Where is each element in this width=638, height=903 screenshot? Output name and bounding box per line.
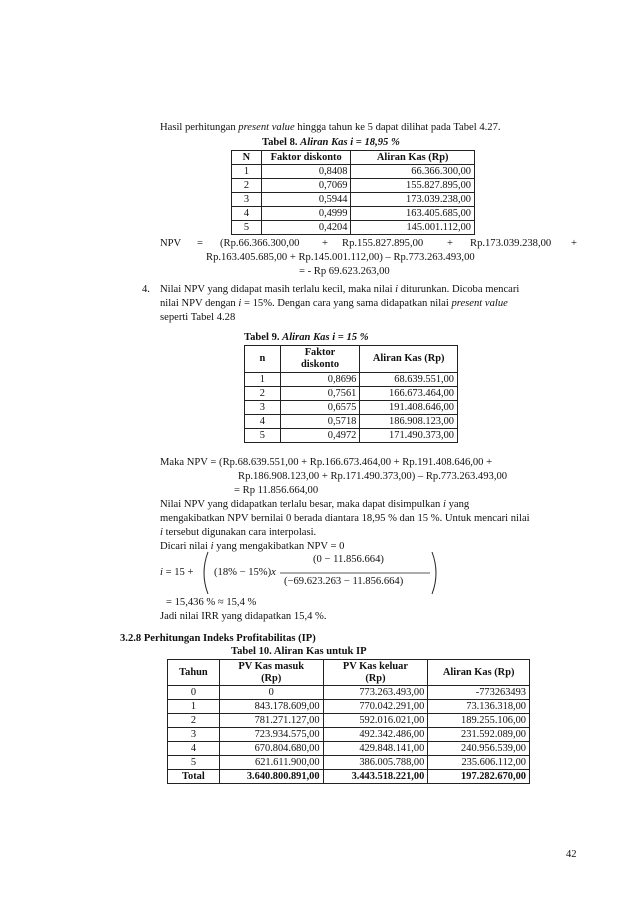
- table9-row: [245, 387, 458, 401]
- table10-row: [168, 714, 530, 728]
- table10-cell: 231.592.089,00: [428, 728, 530, 742]
- table9-header: Faktor diskonto: [280, 346, 360, 373]
- table10-header: PV Kas masuk (Rp): [219, 660, 323, 686]
- intro-text-2: hingga tahun ke 5 dapat dilihat pada Tabel 4.27.: [294, 122, 501, 133]
- table9: [244, 345, 458, 443]
- table9-row: [245, 415, 458, 429]
- concl-line2: mengakibatkan NPV bernilai 0 berada diantara 18,95 % dan 15 %. Untuk mencari nilai: [160, 513, 530, 524]
- npv1-part: Rp.155.827.895,00: [342, 238, 424, 249]
- npv1-line3: = - Rp 69.623.263,00: [299, 266, 390, 277]
- concl-text: yang: [445, 499, 470, 510]
- table10-row: [168, 700, 530, 714]
- concl-text: tersebut digunakan cara interpolasi.: [162, 527, 317, 538]
- table8-row: [232, 193, 475, 207]
- table10-total-cell: 3.640.800.891,00: [219, 770, 323, 784]
- table10-row: [168, 728, 530, 742]
- table10-cell: 592.016.021,00: [323, 714, 428, 728]
- item4-italic: i: [238, 298, 242, 309]
- npv1-part: (Rp.66.366.300,00: [220, 238, 300, 249]
- npv2-line1: Maka NPV = (Rp.68.639.551,00 + Rp.166.673.464,00 + Rp.191.408.646,00 +: [160, 457, 493, 468]
- table9-title-prefix: Tabel 9.: [244, 332, 283, 343]
- npv2-line3: = Rp 11.856.664,00: [234, 485, 319, 496]
- table10-row: [168, 756, 530, 770]
- table8-row: [232, 179, 475, 193]
- table8-cell: 1: [232, 165, 262, 179]
- formula-x: x: [271, 567, 276, 578]
- table9-cell: 0,4972: [280, 429, 360, 443]
- formula-eq: = 15 +: [162, 567, 194, 578]
- item4-text: Nilai NPV yang didapat masih terlalu kecil, maka nilai: [160, 284, 396, 295]
- formula-result: = 15,436 % ≈ 15,4 %: [166, 597, 257, 608]
- item4-line3: seperti Tabel 4.28: [160, 312, 236, 323]
- table8-cell: 173.039.238,00: [351, 193, 475, 207]
- npv1-part: +: [322, 238, 328, 249]
- formula-numerator: (0 − 11.856.664): [313, 554, 384, 565]
- formula-i: i: [160, 567, 163, 578]
- table10-cell: 73.136.318,00: [428, 700, 530, 714]
- table9-cell: 5: [245, 429, 281, 443]
- table8-title: [262, 136, 400, 149]
- table9-cell: 186.908.123,00: [360, 415, 458, 429]
- table10-cell: 843.178.609,00: [219, 700, 323, 714]
- table8-cell: 3: [232, 193, 262, 207]
- formula-inner-text: (18% − 15%): [214, 567, 272, 578]
- table8-row: [232, 207, 475, 221]
- npv1-eq: =: [197, 238, 203, 249]
- table10-cell: 240.956.539,00: [428, 742, 530, 756]
- table8-cell: 145.001.112,00: [351, 221, 475, 235]
- table10-cell: 621.611.900,00: [219, 756, 323, 770]
- formula-lhs: [160, 566, 193, 579]
- table10-total-cell: 197.282.670,00: [428, 770, 530, 784]
- concl-text: yang mengakibatkan NPV = 0: [213, 541, 345, 552]
- table8-cell: 0,7069: [261, 179, 351, 193]
- table9-row: [245, 373, 458, 387]
- table8-cell: 163.405.685,00: [351, 207, 475, 221]
- table10-header-row: [168, 660, 530, 686]
- table8-header: N: [232, 151, 262, 165]
- table10-cell: 773.263.493,00: [323, 686, 428, 700]
- table10-total-row: [168, 770, 530, 784]
- table10-cell: 0: [219, 686, 323, 700]
- table8: [231, 150, 475, 235]
- item4-italic: i: [395, 284, 399, 295]
- table9-header: n: [245, 346, 281, 373]
- item4-italic: present value: [451, 298, 508, 309]
- table8-cell: 0,4999: [261, 207, 351, 221]
- item4-number: 4.: [142, 284, 150, 295]
- table10-cell: 4: [168, 742, 220, 756]
- table9-cell: 2: [245, 387, 281, 401]
- table10-title: Tabel 10. Aliran Kas untuk IP: [231, 646, 367, 657]
- concl-italic: i: [442, 499, 446, 510]
- table10-cell: 429.848.141,00: [323, 742, 428, 756]
- table10-cell: 235.606.112,00: [428, 756, 530, 770]
- table9-header: Aliran Kas (Rp): [360, 346, 458, 373]
- table9-cell: 166.673.464,00: [360, 387, 458, 401]
- table9-row: [245, 429, 458, 443]
- table8-header: Faktor diskonto: [261, 151, 351, 165]
- intro-text-italic: present value: [238, 122, 295, 133]
- table8-title-prefix: Tabel 8.: [262, 137, 301, 148]
- item4-line2: [160, 297, 508, 310]
- item4-text: = 15%. Dengan cara yang sama didapatkan nilai: [241, 298, 452, 309]
- table10-total-cell: Total: [168, 770, 220, 784]
- table8-row: [232, 165, 475, 179]
- table9-row: [245, 401, 458, 415]
- table10-cell: 189.255.106,00: [428, 714, 530, 728]
- table10-row: [168, 742, 530, 756]
- table9-cell: 68.639.551,00: [360, 373, 458, 387]
- table10-cell: 0: [168, 686, 220, 700]
- table9-cell: 0,7561: [280, 387, 360, 401]
- table10-cell: 2: [168, 714, 220, 728]
- table8-cell: 0,4204: [261, 221, 351, 235]
- npv1-part: +: [447, 238, 453, 249]
- table9-cell: 191.408.646,00: [360, 401, 458, 415]
- npv1-label: NPV: [160, 238, 182, 249]
- concl-text: Dicari nilai: [160, 541, 211, 552]
- table8-cell: 0,8408: [261, 165, 351, 179]
- page-number: 42: [566, 849, 577, 860]
- left-paren-shape: [204, 552, 208, 594]
- table8-cell: 2: [232, 179, 262, 193]
- item4-line1: [160, 283, 578, 296]
- npv1-part: +: [571, 238, 577, 249]
- item4-text: nilai NPV dengan: [160, 298, 239, 309]
- table8-header-row: [232, 151, 475, 165]
- table10-row: [168, 686, 530, 700]
- npv2-line2: Rp.186.908.123,00 + Rp.171.490.373,00) – Rp.773.263.493,00: [238, 471, 508, 482]
- table8-cell: 4: [232, 207, 262, 221]
- table8-header: Aliran Kas (Rp): [351, 151, 475, 165]
- intro-paragraph: [160, 121, 501, 134]
- irr-conclusion: Jadi nilai IRR yang didapatkan 15,4 %.: [160, 611, 327, 622]
- table9-cell: 3: [245, 401, 281, 415]
- table10-cell: 3: [168, 728, 220, 742]
- table10-cell: 770.042.291,00: [323, 700, 428, 714]
- formula-denominator: (−69.623.263 − 11.856.664): [284, 576, 404, 587]
- table10-cell: 1: [168, 700, 220, 714]
- table8-title-italic: Aliran Kas i = 18,95 %: [300, 137, 400, 148]
- table10-header: Aliran Kas (Rp): [428, 660, 530, 686]
- table9-cell: 0,8696: [280, 373, 360, 387]
- table8-row: [232, 221, 475, 235]
- concl-line3: [160, 526, 316, 539]
- npv1-line2: Rp.163.405.685,00 + Rp.145.001.112,00) – Rp.773.263.493,00: [206, 252, 475, 263]
- concl-italic: i: [210, 541, 214, 552]
- table10-cell: 781.271.127,00: [219, 714, 323, 728]
- table10-cell: 386.005.788,00: [323, 756, 428, 770]
- item4-text: diturunkan. Dicoba mencari: [398, 284, 520, 295]
- table9-cell: 0,6575: [280, 401, 360, 415]
- concl-text: Nilai NPV yang didapatkan terlalu besar, maka dapat disimpulkan: [160, 499, 443, 510]
- table9-cell: 0,5718: [280, 415, 360, 429]
- table10-cell: 723.934.575,00: [219, 728, 323, 742]
- table10-total-cell: 3.443.518.221,00: [323, 770, 428, 784]
- section-heading: 3.2.8 Perhitungan Indeks Profitabilitas (IP): [120, 633, 316, 644]
- table9-header-row: [245, 346, 458, 373]
- table10-cell: 670.804.680,00: [219, 742, 323, 756]
- table10-header: PV Kas keluar (Rp): [323, 660, 428, 686]
- table10: [167, 659, 530, 784]
- table9-cell: 1: [245, 373, 281, 387]
- table9-title-italic: Aliran Kas i = 15 %: [282, 332, 369, 343]
- table8-cell: 5: [232, 221, 262, 235]
- table9-cell: 4: [245, 415, 281, 429]
- formula-inner: [214, 566, 276, 579]
- table10-cell: -773263493: [428, 686, 530, 700]
- concl-line1: [160, 498, 469, 511]
- table10-cell: 492.342.486,00: [323, 728, 428, 742]
- table10-cell: 5: [168, 756, 220, 770]
- table10-header: Tahun: [168, 660, 220, 686]
- table8-cell: 66.366.300,00: [351, 165, 475, 179]
- npv1-part: Rp.173.039.238,00: [470, 238, 552, 249]
- table8-cell: 155.827.895,00: [351, 179, 475, 193]
- table8-cell: 0,5944: [261, 193, 351, 207]
- table9-title: [244, 331, 369, 344]
- table9-cell: 171.490.373,00: [360, 429, 458, 443]
- concl-italic: i: [160, 527, 163, 538]
- intro-text-1: Hasil perhitungan: [160, 122, 239, 133]
- right-paren-shape: [432, 552, 436, 594]
